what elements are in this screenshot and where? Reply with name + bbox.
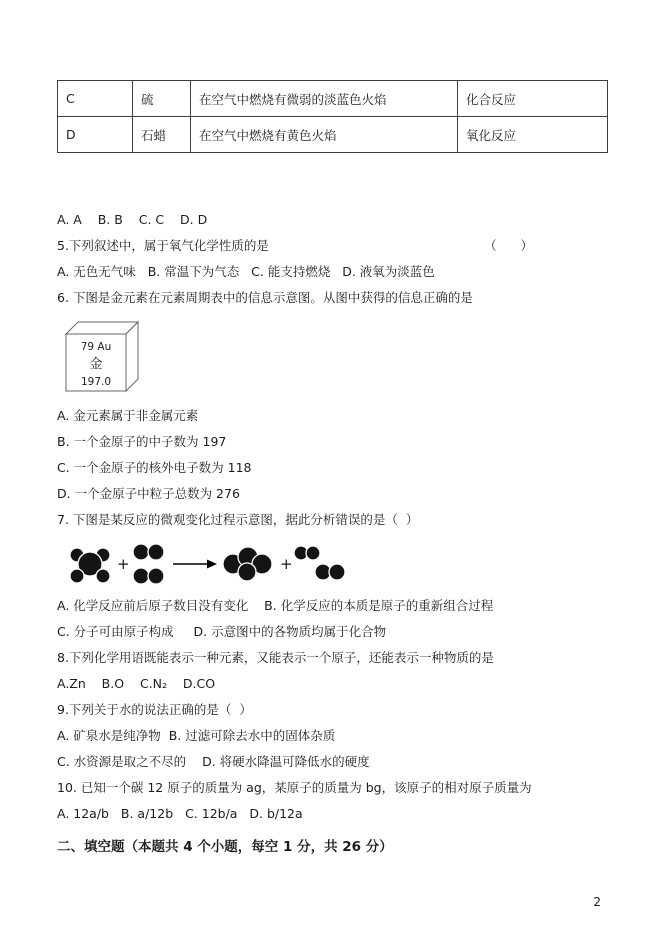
table-cell-option: C [58,81,133,117]
element-cell-figure [63,319,605,397]
element-number-symbol: 79 Au [80,341,112,353]
answer-bracket: （ ） [484,238,533,253]
question-9-options-ab: A. 矿泉水是纯净物 B. 过滤可除去水中的固体杂质 [57,728,336,743]
table-cell-phenomenon: 在空气中燃烧有微弱的淡蓝色火焰 [191,81,458,117]
plus-sign: + [280,555,293,573]
section-2-heading: 二、填空题（本题共 4 个小题，每空 1 分，共 26 分） [57,839,393,855]
element-name: 金 [89,357,103,372]
reaction-diagram-figure [59,535,605,593]
reactant-molecule-2 [133,544,164,584]
product-molecule-1 [223,547,272,581]
question-9-options-cd: C. 水资源是取之不尽的 D. 将硬水降温可降低水的硬度 [57,754,370,769]
table-row [58,117,608,153]
question-6-option-b: B. 一个金原子的中子数为 197 [57,434,227,449]
question-8-options: A.Zn B.O C.N₂ D.CO [57,676,216,691]
answer-choices-q4: A. A B. B C. C D. D [57,212,208,227]
table-cell-reaction: 化合反应 [458,81,608,117]
element-mass: 197.0 [80,376,112,388]
table-cell-phenomenon: 在空气中燃烧有黄色火焰 [191,117,458,153]
table-cell-option: D [58,117,133,153]
product-molecule-2 [294,546,345,580]
page-number: 2 [593,895,601,909]
question-5 [57,233,605,259]
table-cell-substance: 硫 [133,81,191,117]
table-cell-substance: 石蜡 [133,117,191,153]
plus-sign: + [117,555,130,573]
question-7-options-ab: A. 化学反应前后原子数目没有变化 B. 化学反应的本质是原子的重新组合过程 [57,598,494,613]
reaction-diagram [59,535,369,593]
arrow-head-icon [207,560,217,569]
question-9-text: 9.下列关于水的说法正确的是（ ） [57,702,252,717]
question-7-options-cd: C. 分子可由原子构成 D. 示意图中的各物质均属于化合物 [57,624,387,639]
element-cell-3d-cube [63,319,141,395]
question-10-options: A. 12a/b B. a/12b C. 12b/a D. b/12a [57,806,303,821]
table-row [58,81,608,117]
table-cell-reaction: 氧化反应 [458,117,608,153]
question-6-text: 6. 下图是金元素在元素周期表中的信息示意图。从图中获得的信息正确的是 [57,290,473,305]
question-10-text: 10. 已知一个碳 12 原子的质量为 ag，某原子的质量为 bg，该原子的相对原子质量为 [57,780,532,795]
question-6-option-d: D. 一个金原子中粒子总数为 276 [57,486,240,501]
question-6-option-a: A. 金元素属于非金属元素 [57,408,199,423]
question-6-option-c: C. 一个金原子的核外电子数为 118 [57,460,252,475]
reactant-molecule-1 [70,548,110,583]
options-table [57,80,608,153]
question-5-options: A. 无色无气味 B. 常温下为气态 C. 能支持燃烧 D. 液氧为淡蓝色 [57,264,435,279]
question-8-text: 8.下列化学用语既能表示一种元素，又能表示一个原子，还能表示一种物质的是 [57,650,494,665]
question-5-text: 5.下列叙述中，属于氧气化学性质的是 [57,238,269,253]
question-7-text: 7. 下图是某反应的微观变化过程示意图，据此分析错误的是（ ） [57,512,419,527]
